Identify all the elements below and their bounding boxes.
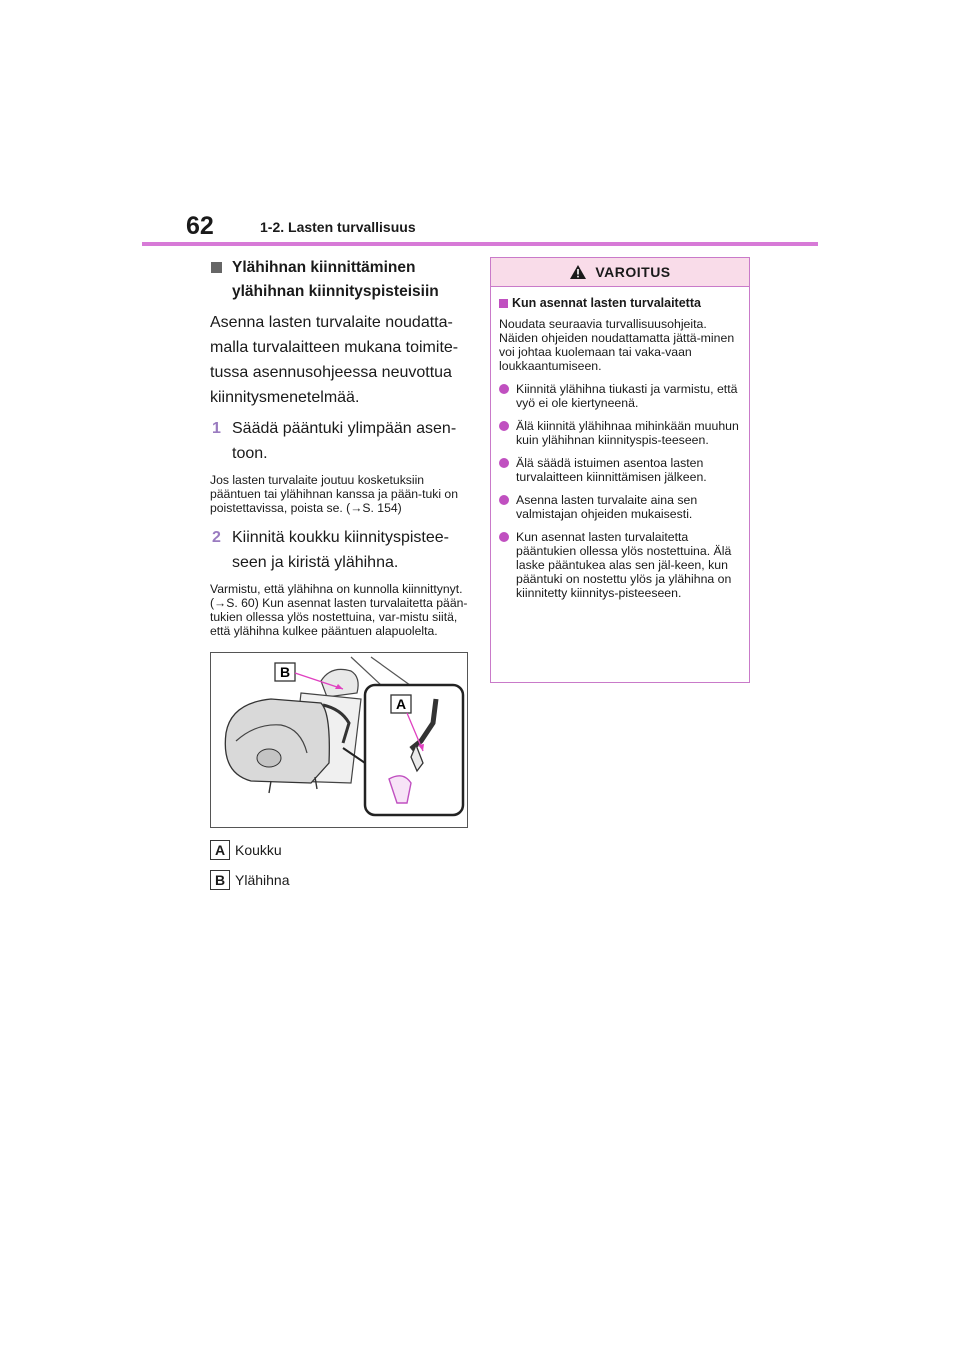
warning-subheading <box>499 296 741 311</box>
section-label: 1-2. Lasten turvallisuus <box>260 219 416 235</box>
header-rule <box>142 242 818 246</box>
subheading-text: Ylähihnan kiinnittäminen ylähihnan kiinnityspisteisiin <box>232 259 439 300</box>
warning-item <box>499 456 741 484</box>
legend-key: B <box>210 870 230 890</box>
subheading <box>210 256 472 304</box>
legend-item-a <box>210 840 472 862</box>
warning-item-text: Älä kiinnitä ylähihnaa mihinkään muuhun kuin ylähihnan kiinnityspis-teeseen. <box>516 419 739 447</box>
warning-item <box>499 530 741 600</box>
warning-item <box>499 493 741 521</box>
step-1 <box>210 416 472 466</box>
step-text: Kiinnitä koukku kiinnityspistee-seen ja kiristä ylähihna. <box>232 529 449 571</box>
warning-item-text: Älä säädä istuimen asentoa lasten turvalaitteen kiinnittämisen jälkeen. <box>516 456 707 484</box>
main-column <box>210 256 472 892</box>
legend-item-b <box>210 870 472 892</box>
warning-item <box>499 419 741 447</box>
step-number: 1 <box>212 420 221 437</box>
figure-label-a: A <box>395 696 407 712</box>
child-seat-illustration <box>210 652 468 828</box>
warning-title: VAROITUS <box>595 264 671 280</box>
step-2 <box>210 525 472 575</box>
seat-drawing <box>211 653 467 827</box>
warning-subheading-text: Kun asennat lasten turvalaitetta <box>512 296 701 310</box>
bullet-dot-icon <box>499 458 509 468</box>
intro-paragraph: Asenna lasten turvalaite noudatta-malla turvalaitteen mukana toimite-tussa asennusohjeessa neuvottua kiinnitysmenetelmää. <box>210 314 459 406</box>
step-number: 2 <box>212 529 221 546</box>
square-bullet-icon <box>499 299 508 308</box>
legend-key: A <box>210 840 230 860</box>
figure-label-b: B <box>279 664 291 680</box>
warning-item <box>499 382 741 410</box>
warning-header <box>491 258 749 287</box>
bullet-dot-icon <box>499 495 509 505</box>
warning-item-text: Asenna lasten turvalaite aina sen valmistajan ohjeiden mukaisesti. <box>516 493 698 521</box>
warning-item-text: Kun asennat lasten turvalaitetta pääntukien ollessa ylös nostettuina. Älä laske pääntukea alas sen jäl-keen, kun pääntuki on nostettu ylös ja ylähihna on kiinnitetty kiinnitys-pisteeseen. <box>516 530 732 600</box>
bullet-dot-icon <box>499 421 509 431</box>
warning-triangle-icon <box>569 264 587 280</box>
step-1-note: Jos lasten turvalaite joutuu kosketuksiin pääntuen tai ylähihnan kanssa ja pään-tuki on poistettavissa, poista se. (→S. 154) <box>210 473 458 515</box>
bullet-dot-icon <box>499 384 509 394</box>
step-text: Säädä pääntuki ylimpään asen-toon. <box>232 420 457 462</box>
page-number: 62 <box>186 212 214 240</box>
warning-item-text: Kiinnitä ylähihna tiukasti ja varmistu, että vyö ei ole kiertyneenä. <box>516 382 738 410</box>
warning-box <box>490 257 750 683</box>
warning-intro: Noudata seuraavia turvallisuusohjeita. Näiden ohjeiden noudattamatta jättä-minen voi johtaa kuolemaan tai vaka-vaan loukkaantumiseen. <box>499 317 735 373</box>
legend-text: Koukku <box>235 842 282 858</box>
square-bullet-icon <box>211 262 222 273</box>
legend-text: Ylähihna <box>235 872 290 888</box>
bullet-dot-icon <box>499 532 509 542</box>
step-2-note: Varmistu, että ylähihna on kunnolla kiinnittynyt. (→S. 60) Kun asennat lasten turvalaitetta pään-tukien ollessa ylös nostettuina, var-mistu siitä, että ylähihna kulkee pääntuen alapuolelta. <box>210 582 468 638</box>
